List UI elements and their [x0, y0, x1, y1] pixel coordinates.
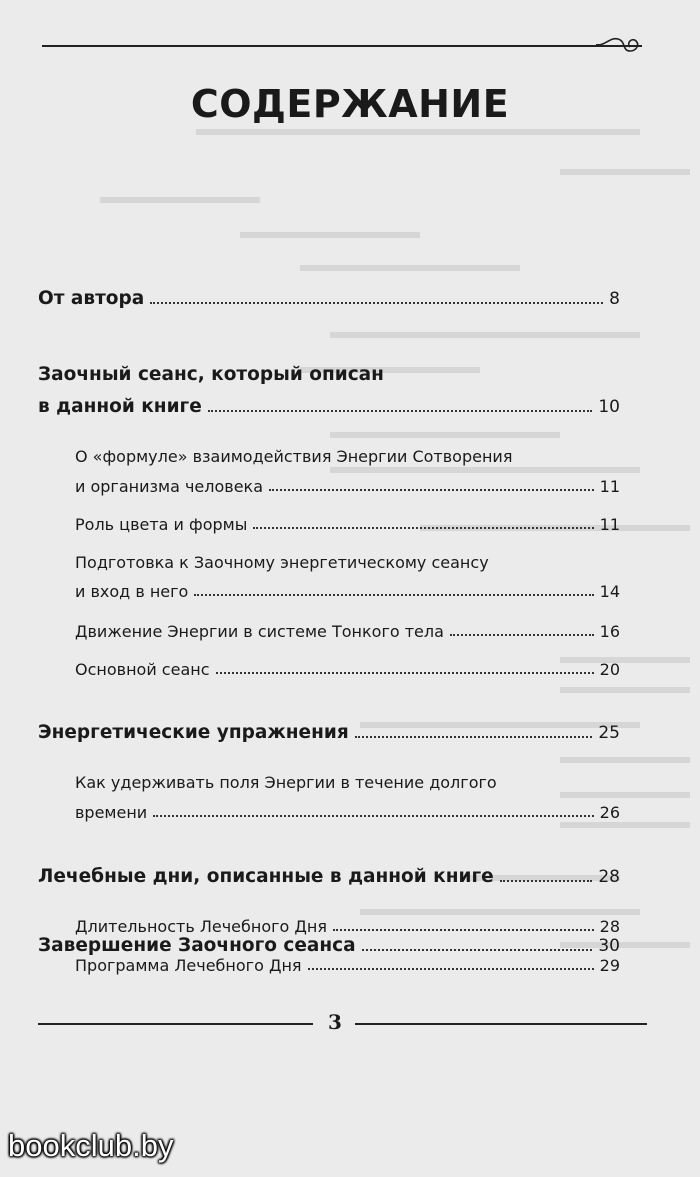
toc-entry[interactable] — [75, 803, 620, 822]
dot-leader — [153, 815, 593, 817]
toc-entry-title: Завершение Заочного сеанса — [38, 935, 356, 956]
dot-leader — [308, 968, 594, 970]
toc-entry-title-line1: О «формуле» взаимодействия Энергии Сотворения — [75, 447, 513, 466]
watermark: bookclub.by — [8, 1128, 174, 1163]
toc-entry-title-line1: Как удерживать поля Энергии в течение долгого — [75, 773, 497, 792]
toc-entry-title: Энергетические упражнения — [38, 722, 349, 743]
toc-entry-page: 20 — [599, 660, 620, 679]
toc-entry[interactable] — [38, 396, 620, 417]
top-rule — [42, 45, 642, 47]
dot-leader — [253, 527, 593, 529]
dot-leader — [194, 594, 593, 596]
toc-entry[interactable] — [75, 956, 620, 975]
dot-leader — [208, 410, 593, 412]
toc-entry[interactable] — [75, 582, 620, 601]
toc-entry-title: Роль цвета и формы — [75, 515, 248, 534]
toc-entry[interactable] — [38, 288, 620, 309]
dot-leader — [269, 489, 594, 491]
toc-entry-title: в данной книге — [38, 396, 202, 417]
toc-entry-title: Лечебные дни, описанные в данной книге — [38, 866, 494, 887]
toc-entry[interactable] — [38, 866, 620, 887]
toc-entry-session-end[interactable] — [38, 935, 620, 956]
toc-entry[interactable] — [75, 515, 620, 534]
dot-leader — [150, 302, 603, 304]
toc-entry-page: 11 — [599, 477, 620, 496]
toc-entry[interactable] — [38, 722, 620, 743]
toc-entry-page: 30 — [598, 936, 620, 956]
toc-entry-title-line1: Подготовка к Заочному энергетическому сеансу — [75, 553, 489, 572]
toc-entry-title: и вход в него — [75, 582, 189, 601]
toc-entry-title: времени — [75, 803, 148, 822]
toc-entry-title: Программа Лечебного Дня — [75, 956, 302, 975]
toc-entry[interactable] — [75, 917, 620, 936]
toc-entry-page: 16 — [599, 622, 620, 641]
ornament-icon — [596, 33, 646, 57]
toc-entry[interactable] — [75, 622, 620, 641]
page-number: 3 — [328, 1010, 342, 1034]
toc-entry[interactable] — [75, 477, 620, 496]
dot-leader — [333, 929, 594, 931]
toc-entry-page: 28 — [598, 867, 620, 887]
footer-rule-right — [355, 1023, 647, 1025]
toc-entry-title: Движение Энергии в системе Тонкого тела — [75, 622, 444, 641]
dot-leader — [450, 634, 594, 636]
dot-leader — [355, 736, 593, 738]
toc-entry-page: 14 — [599, 582, 620, 601]
toc-entry-page: 8 — [609, 289, 620, 309]
toc-entry-title: Длительность Лечебного Дня — [75, 917, 327, 936]
toc-entry-page: 25 — [598, 723, 620, 743]
toc-entry-title: От автора — [38, 288, 145, 309]
toc-entry-page: 28 — [599, 917, 620, 936]
toc-entry-page: 11 — [599, 515, 620, 534]
toc-entry-title: Основной сеанс — [75, 660, 210, 679]
toc-entry-page: 29 — [599, 956, 620, 975]
dot-leader — [500, 880, 593, 882]
footer-rule-left — [38, 1023, 313, 1025]
page-title: СОДЕРЖАНИЕ — [190, 82, 510, 126]
dot-leader — [216, 672, 594, 674]
toc-entry-title: и организма человека — [75, 477, 264, 496]
toc-entry[interactable] — [75, 660, 620, 679]
toc-entry-page: 26 — [599, 803, 620, 822]
dot-leader — [362, 949, 593, 951]
toc-entry-title-line1: Заочный сеанс, который описан — [38, 364, 384, 385]
toc-entry-page: 10 — [598, 397, 620, 417]
